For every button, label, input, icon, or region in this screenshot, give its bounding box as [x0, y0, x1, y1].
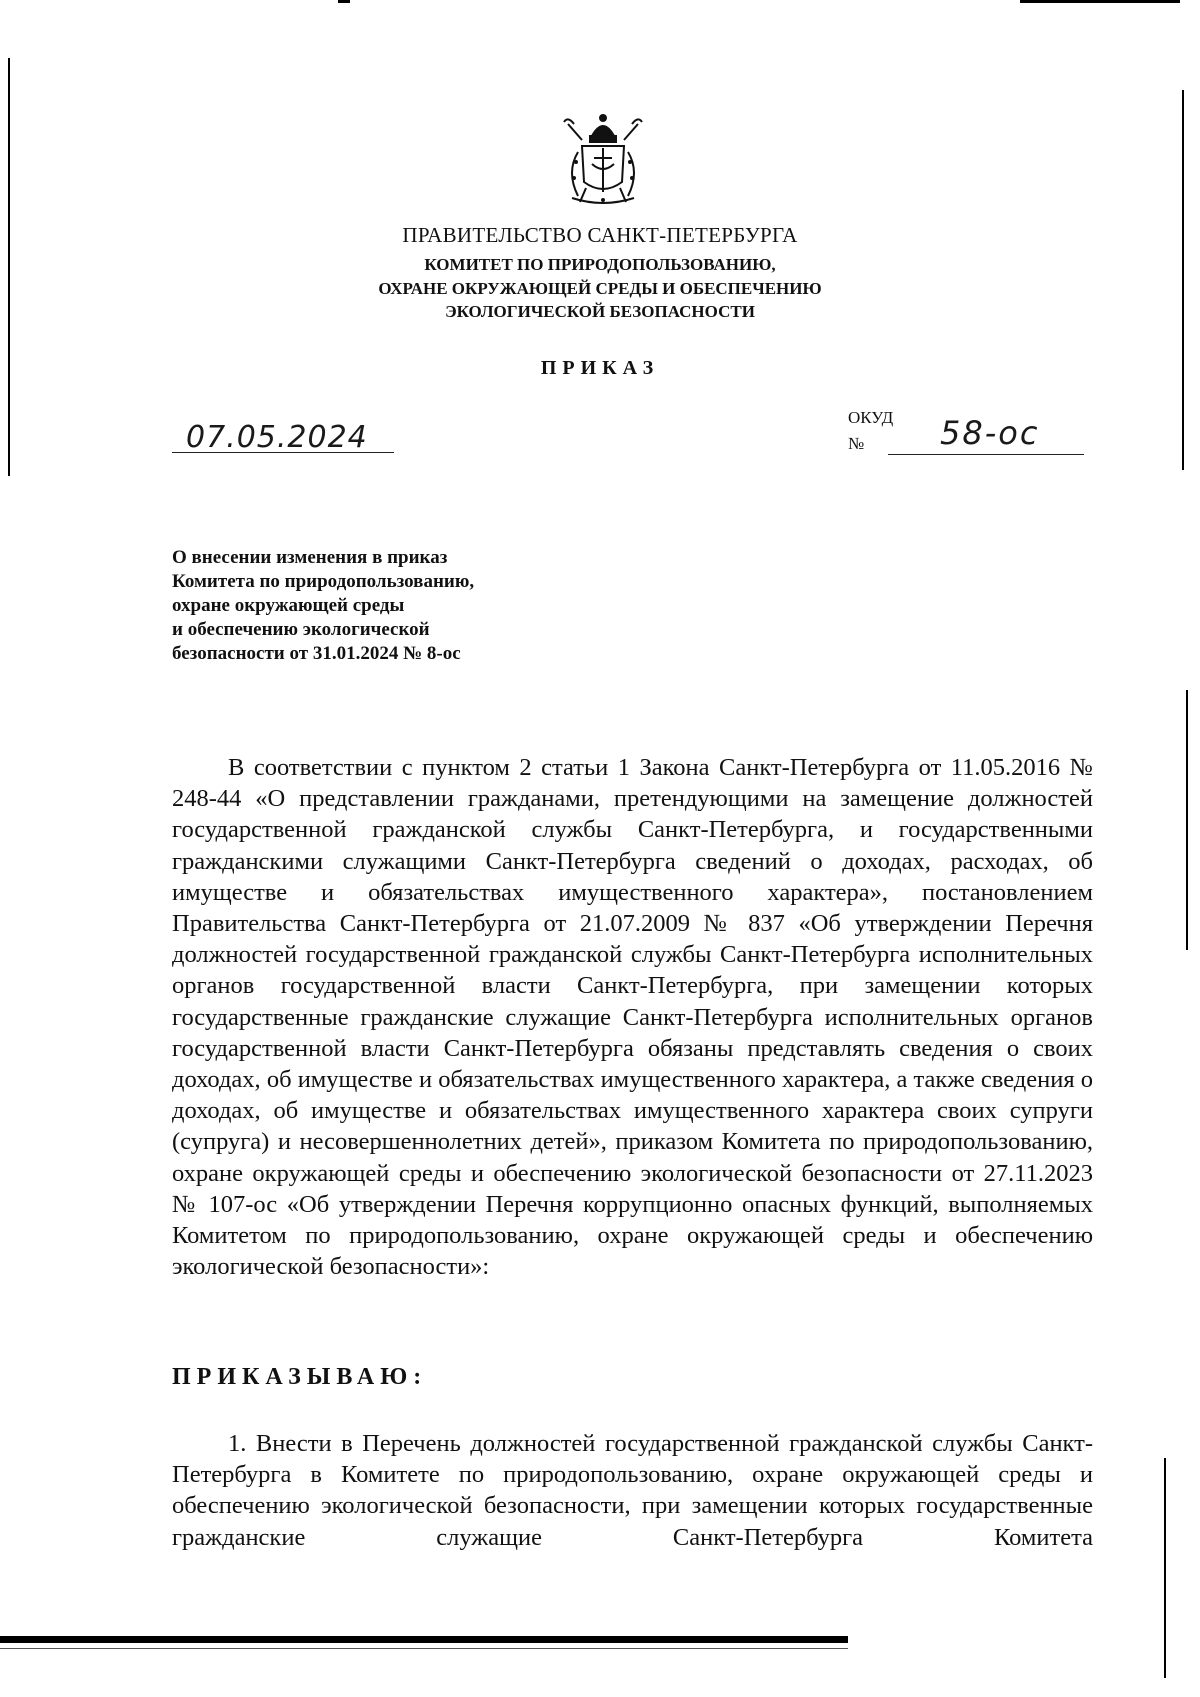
subject-line: и обеспечению экологической [172, 619, 430, 640]
number-label: № [848, 434, 865, 453]
saint-petersburg-coat-of-arms-icon [558, 112, 648, 206]
committee-name-line-2: ОХРАНЕ ОКРУЖАЮЩЕЙ СРЕДЫ И ОБЕСПЕЧЕНИЮ [378, 279, 822, 298]
order-date: 07.05.2024 [186, 420, 368, 455]
committee-name-line-3: ЭКОЛОГИЧЕСКОЙ БЕЗОПАСНОСТИ [445, 302, 755, 321]
order-number: 58-ос [940, 414, 1040, 452]
order-item-1: 1. Внести в Перечень должностей государственной гражданской службы Санкт-Петербурга в Комитете по природопользованию, охране окружающей среды и обеспечению экологической безопасности, при замещении которых государственные гражданские служащие Санкт-Петербурга Комитета [172, 1430, 1093, 1551]
number-underline [888, 454, 1084, 455]
committee-name-line-1: КОМИТЕТ ПО ПРИРОДОПОЛЬЗОВАНИЮ, [424, 255, 776, 274]
scan-top-mark [338, 0, 350, 3]
preamble-paragraph: В соответствии с пунктом 2 статьи 1 Закона Санкт-Петербурга от 11.05.2016 № 248-44 «О представлении гражданами, претендующими на замещение должностей государственной гражданской службы Санкт-Петербурга, и государственными гражданскими служащими Санкт-Петербурга сведений о доходах, расходах, об имуществе и обязательствах имущественного характера», постановлением Правительства Санкт-Петербурга от 21.07.2009 № 837 «Об утверждении Перечня должностей государственной гражданской службы Санкт-Петербурга исполнительных органов государственной власти Санкт-Петербурга, при замещении которых государственные гражданские служащие Санкт-Петербурга исполнительных органов государственной власти Санкт-Петербурга обязаны представлять сведения о своих доходах, об имуществе и обязательствах имущественного характера, а также сведения о доходах, об имуществе и обязательствах имущественного характера своих супруги (супруга) и несовершеннолетних детей», приказом Комитета по природопользованию, охране окружающей среды и обеспечению экологической безопасности от 27.11.2023 № 107-ос «Об утверждении Перечня коррупционно опасных функций, выполняемых Комитетом по природопользованию, охране окружающей среды и обеспечению экологической безопасности»: [172, 754, 1093, 1281]
footer-rule-thin [0, 1648, 848, 1649]
government-title: ПРАВИТЕЛЬСТВО САНКТ-ПЕТЕРБУРГА [402, 223, 798, 247]
okud-label: ОКУД [848, 408, 894, 427]
document-type-title: ПРИКАЗ [540, 357, 660, 379]
order-subject [172, 546, 474, 666]
scan-right-margin-mark-2 [1186, 690, 1188, 950]
subject-line: Комитета по природопользованию, [172, 571, 475, 592]
subject-line: охране окружающей среды [172, 595, 405, 616]
decree-heading: ПРИКАЗЫВАЮ: [172, 1364, 428, 1390]
subject-line: безопасности от 31.01.2024 № 8-ос [172, 643, 461, 664]
footer-rule [0, 1636, 848, 1643]
subject-line: О внесении изменения в приказ [172, 547, 448, 568]
scan-top-right-mark [1020, 0, 1180, 3]
scan-right-margin-mark-3 [1164, 1458, 1166, 1678]
